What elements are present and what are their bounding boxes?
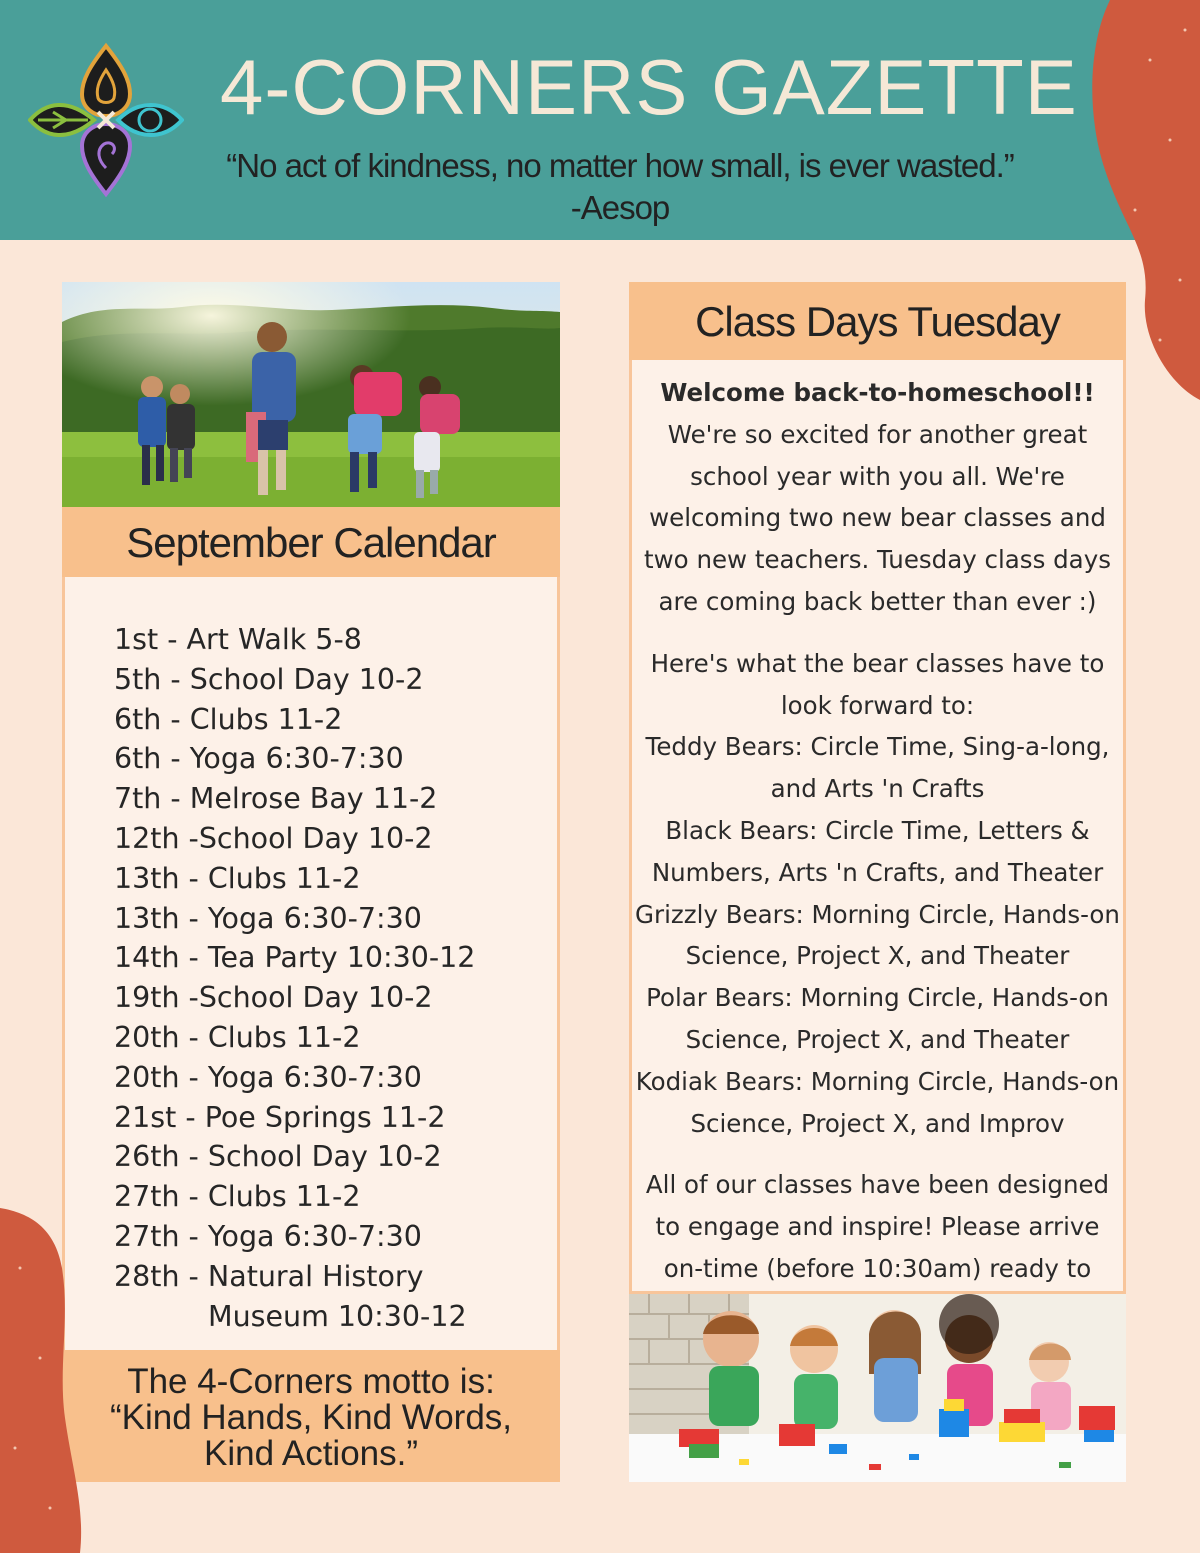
- calendar-event: 20th - Clubs 11-2: [114, 1020, 361, 1054]
- motto-line-1: The 4-Corners motto is:: [127, 1362, 495, 1401]
- calendar-event: 13th - Yoga 6:30-7:30: [114, 901, 422, 935]
- calendar-heading-bar: [62, 507, 560, 577]
- calendar-event: 28th - Natural History: [114, 1259, 424, 1293]
- calendar-event-continuation: Museum 10:30-12: [208, 1299, 467, 1333]
- welcome-heading: Welcome back-to-homeschool!!: [660, 378, 1095, 407]
- bear-class-item: Grizzly Bears: Morning Circle, Hands-on Science, Project X, and Theater: [635, 899, 1120, 971]
- header-quote: [140, 145, 1100, 229]
- motto-line-3: Kind Actions.”: [204, 1434, 418, 1473]
- calendar-event: 13th - Clubs 11-2: [114, 861, 361, 895]
- decorative-blob-top-right: [1090, 0, 1200, 400]
- motto-bar: [62, 1350, 560, 1482]
- motto-text: [62, 1364, 560, 1472]
- calendar-event: 21st - Poe Springs 11-2: [114, 1100, 446, 1134]
- calendar-event: 5th - School Day 10-2: [114, 662, 424, 696]
- children-building-blocks-photo: [629, 1294, 1126, 1482]
- calendar-event: 20th - Yoga 6:30-7:30: [114, 1060, 422, 1094]
- calendar-event: 27th - Yoga 6:30-7:30: [114, 1219, 422, 1253]
- lookforward-text: Here's what the bear classes have to look forward to:: [650, 648, 1105, 720]
- calendar-event: 27th - Clubs 11-2: [114, 1180, 361, 1214]
- calendar-event: 6th - Clubs 11-2: [114, 702, 343, 736]
- bear-class-item: Polar Bears: Morning Circle, Hands-on Science, Project X, and Theater: [646, 983, 1109, 1054]
- calendar-event: 26th - School Day 10-2: [114, 1140, 442, 1174]
- children-running-photo: [62, 282, 560, 507]
- bear-classes-paragraph: [632, 643, 1123, 1145]
- calendar-event: 1st - Art Walk 5-8: [114, 623, 362, 656]
- motto-line-2: “Kind Hands, Kind Words,: [109, 1398, 513, 1437]
- calendar-event-list: [114, 620, 554, 1336]
- newsletter-title: 4-CORNERS GAZETTE: [220, 43, 1078, 131]
- decorative-blob-bottom-left: [0, 1208, 90, 1553]
- calendar-event: 6th - Yoga 6:30-7:30: [114, 742, 404, 776]
- bear-class-item: Kodiak Bears: Morning Circle, Hands-on Science, Project X, and Improv: [635, 1066, 1120, 1138]
- welcome-paragraph: [632, 372, 1123, 623]
- class-days-body: [632, 372, 1123, 1352]
- bear-class-item: Black Bears: Circle Time, Letters & Numbers, Arts 'n Crafts, and Theater: [651, 815, 1104, 887]
- calendar-event: 12th -School Day 10-2: [114, 821, 433, 855]
- closing-paragraph: All of our classes have been designed to engage and inspire! Please arrive on-time (before 10:30am) ready to: [645, 1170, 1110, 1283]
- calendar-event: 14th - Tea Party 10:30-12: [114, 941, 476, 975]
- class-days-heading-bar: [629, 282, 1126, 360]
- bear-class-item: Teddy Bears: Circle Time, Sing-a-long, and Arts 'n Crafts: [645, 732, 1110, 804]
- quote-text: “No act of kindness, no matter how small, is ever wasted.”: [226, 147, 1014, 184]
- calendar-event: 7th - Melrose Bay 11-2: [114, 782, 438, 816]
- welcome-intro: We're so excited for another great school year with you all. We're welcoming two new bear classes and two new teachers. Tuesday class days are coming back better than ever :): [644, 419, 1111, 616]
- class-days-title: Class Days Tuesday: [695, 298, 1060, 345]
- quote-author: -Aesop: [570, 189, 670, 226]
- calendar-title: September Calendar: [126, 519, 496, 566]
- header-banner: [0, 0, 1200, 240]
- calendar-event: 19th -School Day 10-2: [114, 981, 433, 1015]
